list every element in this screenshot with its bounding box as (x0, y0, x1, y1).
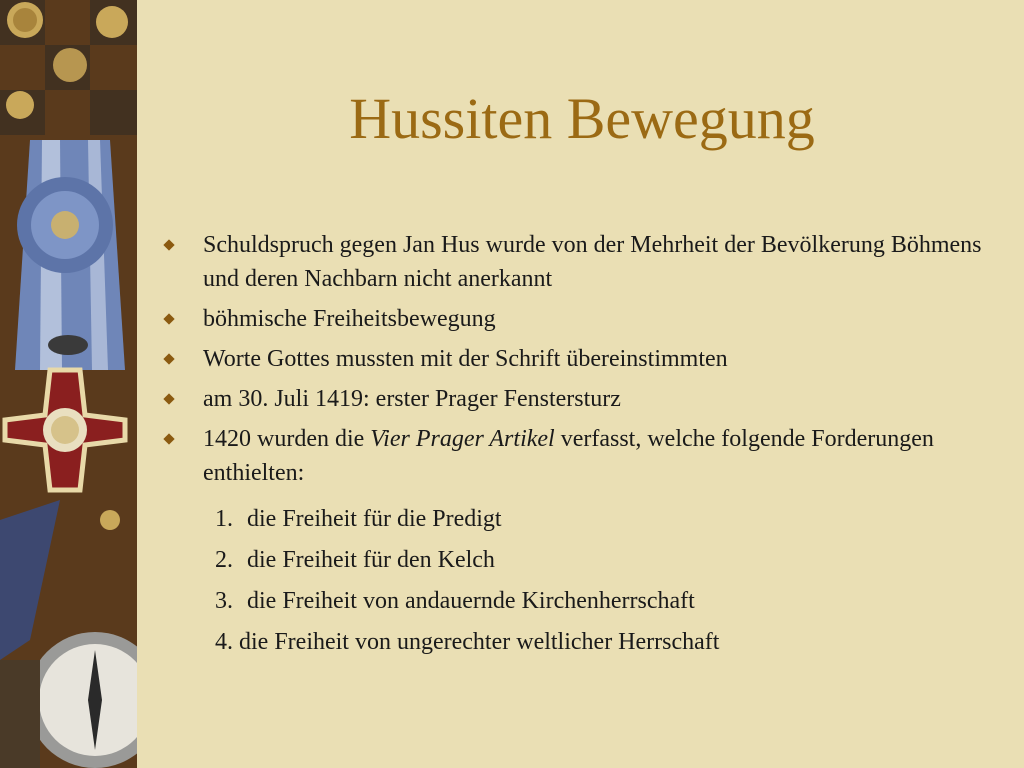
item-number: 3. (215, 588, 233, 614)
bullet-text: am 30. Juli 1419: erster Prager Fenstersturz (203, 386, 621, 412)
bullet-item (165, 228, 995, 296)
diamond-bullet-icon (163, 393, 174, 404)
item-text: die Freiheit für den Kelch (247, 547, 495, 573)
bullet-item (165, 422, 995, 490)
bullet-text-pre: 1420 wurden die (203, 426, 371, 452)
medal-and-compass-photo (0, 0, 137, 768)
diamond-bullet-icon (163, 353, 174, 364)
bullet-item (165, 342, 995, 376)
diamond-bullet-icon (163, 313, 174, 324)
numbered-item (215, 625, 995, 659)
bullet-text-post: verfasst, welche folgende Forderungen enthielten: (203, 426, 934, 486)
item-text: die Freiheit von ungerechter weltlicher Herrschaft (239, 629, 720, 655)
bullet-item (165, 382, 995, 416)
bullet-list (165, 228, 995, 496)
bullet-text: Schuldspruch gegen Jan Hus wurde von der Mehrheit der Bevölkerung Böhmens und deren Nachbarn nicht anerkannt (203, 232, 982, 292)
item-text: die Freiheit für die Predigt (247, 506, 502, 532)
item-number: 1. (215, 506, 233, 532)
bullet-text: böhmische Freiheitsbewegung (203, 306, 496, 332)
numbered-item (215, 584, 995, 618)
diamond-bullet-icon (163, 433, 174, 444)
numbered-item (215, 502, 995, 536)
item-number: 2. (215, 547, 233, 573)
bullet-item (165, 302, 995, 336)
numbered-item (215, 543, 995, 577)
item-text: die Freiheit von andauernde Kirchenherrschaft (247, 588, 695, 614)
item-number: 4. (215, 629, 233, 655)
diamond-bullet-icon (163, 239, 174, 250)
slide-title: Hussiten Bewegung (349, 86, 815, 151)
numbered-list (215, 502, 995, 666)
bullet-text-emphasis: Vier Prager Artikel (370, 426, 555, 452)
bullet-text: Worte Gottes mussten mit der Schrift übereinstimmten (203, 346, 728, 372)
